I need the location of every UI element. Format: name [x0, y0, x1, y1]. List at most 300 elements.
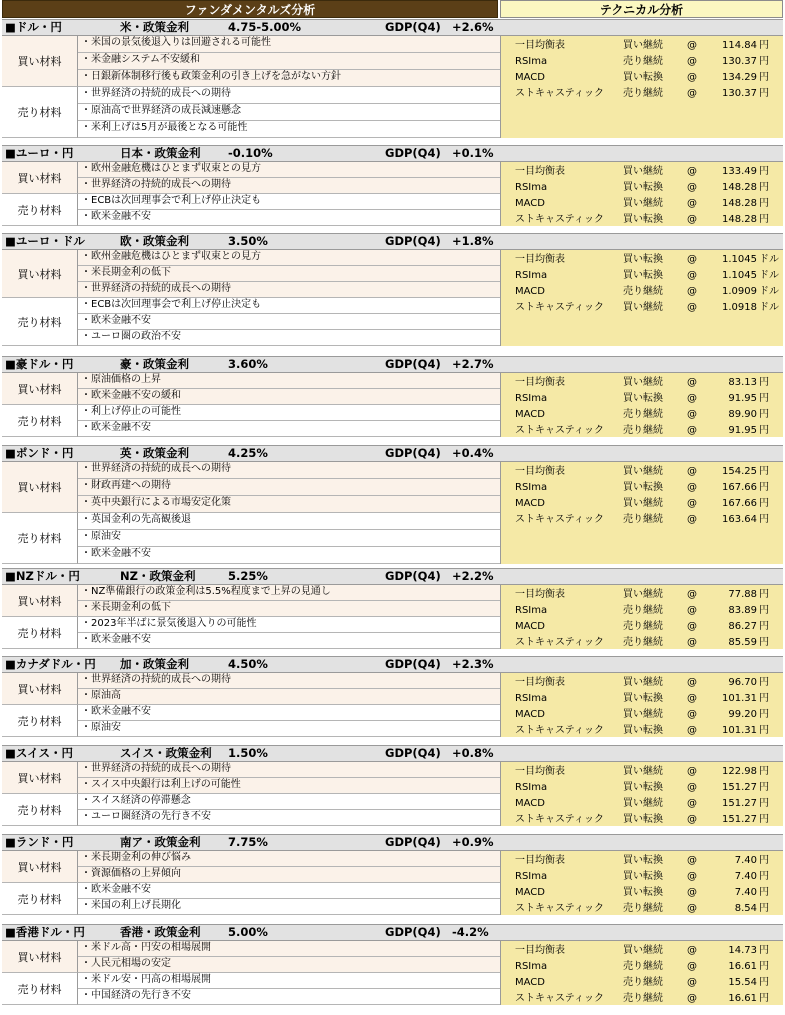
signal: 買い転換: [623, 814, 663, 825]
technical-row: [501, 812, 784, 828]
technical-panel: [500, 851, 783, 915]
sell-label: 売り材料: [2, 405, 78, 437]
at-sign: @: [687, 589, 697, 600]
price-value: 7.40: [734, 855, 757, 866]
price-value: 151.27: [722, 814, 757, 825]
block-header: [2, 924, 783, 941]
signal: 買い転換: [623, 871, 663, 882]
at-sign: @: [687, 466, 697, 477]
signal: 買い転換: [623, 693, 663, 704]
at-sign: @: [687, 903, 697, 914]
price-value: 83.13: [728, 377, 757, 388]
buy-factor-item: ・米金融システム不安緩和: [78, 53, 500, 70]
buy-factor-item: ・世界経済の持続的成長への期待: [78, 673, 500, 689]
gdp-value: +2.3%: [452, 657, 494, 671]
gdp-value: +0.4%: [452, 446, 494, 460]
signal: 売り継続: [623, 977, 663, 988]
buy-factor-item: ・世界経済の持続的成長への期待: [78, 178, 500, 194]
gdp-label: GDP(Q4): [385, 446, 441, 460]
policy-rate-label: 南ア・政策金利: [120, 835, 201, 849]
indicator-name: MACD: [515, 286, 545, 297]
price-value: 16.61: [728, 993, 757, 1004]
gdp-value: +1.8%: [452, 234, 494, 248]
price-unit: 円: [759, 514, 769, 525]
buy-label: 買い材料: [2, 162, 78, 194]
at-sign: @: [687, 254, 697, 265]
at-sign: @: [687, 393, 697, 404]
price-value: 148.28: [722, 182, 757, 193]
indicator-name: RSIma: [515, 182, 548, 193]
technical-header: テクニカル分析: [500, 0, 783, 18]
signal: 売り継続: [623, 409, 663, 420]
indicator-name: ストキャスティック: [515, 993, 604, 1004]
price-value: 167.66: [722, 482, 757, 493]
technical-row: [501, 796, 784, 812]
signal: 売り継続: [623, 88, 663, 99]
indicator-name: ストキャスティック: [515, 814, 604, 825]
indicator-name: RSIma: [515, 871, 548, 882]
indicator-name: ストキャスティック: [515, 725, 604, 736]
buy-factor-item: ・原油価格の上昇: [78, 373, 500, 389]
price-unit: 円: [759, 621, 769, 632]
policy-rate-value: -0.10%: [228, 146, 273, 160]
indicator-name: MACD: [515, 409, 545, 420]
technical-row: [501, 723, 784, 739]
price-unit: 円: [759, 677, 769, 688]
technical-row: [501, 480, 784, 496]
technical-row: [501, 901, 784, 917]
price-unit: 円: [759, 903, 769, 914]
sell-factor-item: ・欧米金融不安: [78, 421, 500, 437]
price-unit: 円: [759, 482, 769, 493]
technical-row: [501, 959, 784, 975]
price-value: 77.88: [728, 589, 757, 600]
buy-factor-item: ・欧州金融危機はひとまず収束との見方: [78, 162, 500, 178]
price-unit: 円: [759, 40, 769, 51]
block-header: [2, 145, 783, 162]
at-sign: @: [687, 198, 697, 209]
technical-row: [501, 853, 784, 869]
sell-factor-item: ・ECBは次回理事会で利上げ停止決定も: [78, 194, 500, 210]
sell-factor-item: ・中国経済の先行き不安: [78, 989, 500, 1005]
signal: 売り継続: [623, 425, 663, 436]
price-value: 148.28: [722, 214, 757, 225]
policy-rate-label: NZ・政策金利: [120, 569, 196, 583]
signal: 売り継続: [623, 621, 663, 632]
gdp-label: GDP(Q4): [385, 20, 441, 34]
price-unit: 円: [759, 466, 769, 477]
signal: 買い継続: [623, 766, 663, 777]
policy-rate-value: 7.75%: [228, 835, 268, 849]
signal: 買い継続: [623, 166, 663, 177]
price-unit: 円: [759, 166, 769, 177]
technical-row: [501, 707, 784, 723]
price-unit: 円: [759, 637, 769, 648]
signal: 買い継続: [623, 466, 663, 477]
buy-factor-item: ・日銀新体制移行後も政策金利の引き上げを急がない方針: [78, 70, 500, 87]
technical-row: [501, 464, 784, 480]
indicator-name: 一目均衡表: [515, 254, 565, 265]
price-unit: ドル: [759, 270, 779, 281]
at-sign: @: [687, 605, 697, 616]
gdp-value: -4.2%: [452, 925, 489, 939]
price-value: 101.31: [722, 693, 757, 704]
signal: 買い転換: [623, 855, 663, 866]
sell-label: 売り材料: [2, 973, 78, 1005]
buy-factor-item: ・欧米金融不安の緩和: [78, 389, 500, 405]
policy-rate-value: 4.25%: [228, 446, 268, 460]
price-value: 151.27: [722, 798, 757, 809]
gdp-label: GDP(Q4): [385, 835, 441, 849]
price-value: 7.40: [734, 871, 757, 882]
price-unit: 円: [759, 182, 769, 193]
price-unit: 円: [759, 709, 769, 720]
technical-row: [501, 869, 784, 885]
sell-factor-item: ・スイス経済の停滞懸念: [78, 794, 500, 810]
indicator-name: 一目均衡表: [515, 466, 565, 477]
pair-name: ■ランド・円: [5, 835, 74, 849]
technical-row: [501, 496, 784, 512]
price-unit: 円: [759, 198, 769, 209]
technical-row: [501, 284, 784, 300]
indicator-name: RSIma: [515, 605, 548, 616]
sell-factor-item: ・米国の利上げ長期化: [78, 899, 500, 915]
technical-row: [501, 780, 784, 796]
buy-factor-item: ・英中央銀行による市場安定化策: [78, 496, 500, 513]
signal: 買い転換: [623, 393, 663, 404]
sell-label: 売り材料: [2, 794, 78, 826]
price-unit: 円: [759, 766, 769, 777]
policy-rate-label: 英・政策金利: [120, 446, 189, 460]
signal: 買い転換: [623, 254, 663, 265]
sell-factor-item: ・欧米金融不安: [78, 314, 500, 330]
indicator-name: RSIma: [515, 56, 548, 67]
sell-factor-item: ・欧米金融不安: [78, 547, 500, 564]
price-value: 151.27: [722, 782, 757, 793]
pair-name: ■カナダドル・円: [5, 657, 96, 671]
policy-rate-label: 香港・政策金利: [120, 925, 201, 939]
at-sign: @: [687, 88, 697, 99]
at-sign: @: [687, 377, 697, 388]
price-value: 83.89: [728, 605, 757, 616]
indicator-name: 一目均衡表: [515, 166, 565, 177]
buy-factor-item: ・米長期金利の低下: [78, 601, 500, 617]
price-value: 1.1045: [722, 254, 757, 265]
technical-row: [501, 212, 784, 228]
price-value: 14.73: [728, 945, 757, 956]
signal: 買い継続: [623, 40, 663, 51]
technical-panel: [500, 673, 783, 737]
signal: 買い継続: [623, 498, 663, 509]
sell-factor-item: ・世界経済の持続的成長への期待: [78, 87, 500, 104]
price-value: 7.40: [734, 887, 757, 898]
at-sign: @: [687, 498, 697, 509]
technical-row: [501, 252, 784, 268]
indicator-name: ストキャスティック: [515, 302, 604, 313]
buy-label: 買い材料: [2, 250, 78, 298]
indicator-name: MACD: [515, 887, 545, 898]
price-value: 16.61: [728, 961, 757, 972]
sell-label: 売り材料: [2, 705, 78, 737]
price-unit: 円: [759, 605, 769, 616]
technical-row: [501, 196, 784, 212]
indicator-name: ストキャスティック: [515, 514, 604, 525]
indicator-name: 一目均衡表: [515, 766, 565, 777]
technical-row: [501, 885, 784, 901]
block-header: [2, 834, 783, 851]
buy-factor-item: ・財政再建への期待: [78, 479, 500, 496]
gdp-value: +0.8%: [452, 746, 494, 760]
sell-factor-item: ・ユーロ圏経済の先行き不安: [78, 810, 500, 826]
pair-name: ■ポンド・円: [5, 446, 74, 460]
gdp-label: GDP(Q4): [385, 657, 441, 671]
price-unit: 円: [759, 88, 769, 99]
indicator-name: RSIma: [515, 782, 548, 793]
price-unit: 円: [759, 393, 769, 404]
at-sign: @: [687, 409, 697, 420]
gdp-label: GDP(Q4): [385, 146, 441, 160]
pair-name: ■ユーロ・円: [5, 146, 74, 160]
technical-row: [501, 764, 784, 780]
technical-panel: [500, 585, 783, 649]
signal: 買い継続: [623, 198, 663, 209]
technical-row: [501, 675, 784, 691]
policy-rate-label: 加・政策金利: [120, 657, 189, 671]
policy-rate-value: 4.50%: [228, 657, 268, 671]
technical-row: [501, 375, 784, 391]
sell-label: 売り材料: [2, 617, 78, 649]
signal: 買い転換: [623, 214, 663, 225]
price-value: 130.37: [722, 88, 757, 99]
signal: 買い転換: [623, 887, 663, 898]
buy-factor-item: ・人民元相場の安定: [78, 957, 500, 973]
signal: 売り継続: [623, 286, 663, 297]
at-sign: @: [687, 482, 697, 493]
buy-factor-item: ・原油高: [78, 689, 500, 705]
fundamentals-header: ファンダメンタルズ分析: [2, 0, 498, 18]
technical-row: [501, 635, 784, 651]
at-sign: @: [687, 945, 697, 956]
price-value: 163.64: [722, 514, 757, 525]
at-sign: @: [687, 977, 697, 988]
signal: 買い継続: [623, 377, 663, 388]
buy-factor-item: ・米国の景気後退入りは回避される可能性: [78, 36, 500, 53]
buy-label: 買い材料: [2, 462, 78, 513]
technical-row: [501, 991, 784, 1007]
price-value: 1.1045: [722, 270, 757, 281]
at-sign: @: [687, 798, 697, 809]
price-unit: 円: [759, 961, 769, 972]
price-value: 114.84: [722, 40, 757, 51]
signal: 売り継続: [623, 605, 663, 616]
buy-label: 買い材料: [2, 36, 78, 87]
price-value: 86.27: [728, 621, 757, 632]
sell-factor-item: ・米ドル安・円高の相場展開: [78, 973, 500, 989]
signal: 買い継続: [623, 945, 663, 956]
indicator-name: RSIma: [515, 393, 548, 404]
signal: 売り継続: [623, 56, 663, 67]
sell-factor-item: ・米利上げは5月が最後となる可能性: [78, 121, 500, 138]
price-value: 85.59: [728, 637, 757, 648]
policy-rate-value: 3.60%: [228, 357, 268, 371]
gdp-value: +2.7%: [452, 357, 494, 371]
block-header: [2, 356, 783, 373]
at-sign: @: [687, 214, 697, 225]
indicator-name: MACD: [515, 709, 545, 720]
price-value: 99.20: [728, 709, 757, 720]
price-value: 96.70: [728, 677, 757, 688]
indicator-name: MACD: [515, 977, 545, 988]
buy-factor-item: ・世界経済の持続的成長への期待: [78, 462, 500, 479]
policy-rate-value: 1.50%: [228, 746, 268, 760]
price-unit: 円: [759, 72, 769, 83]
policy-rate-label: 日本・政策金利: [120, 146, 201, 160]
price-value: 89.90: [728, 409, 757, 420]
at-sign: @: [687, 961, 697, 972]
buy-label: 買い材料: [2, 373, 78, 405]
sell-label: 売り材料: [2, 513, 78, 564]
price-value: 1.0918: [722, 302, 757, 313]
block-header: [2, 656, 783, 673]
technical-row: [501, 268, 784, 284]
at-sign: @: [687, 621, 697, 632]
price-value: 134.29: [722, 72, 757, 83]
indicator-name: ストキャスティック: [515, 637, 604, 648]
price-unit: ドル: [759, 286, 779, 297]
indicator-name: RSIma: [515, 693, 548, 704]
gdp-label: GDP(Q4): [385, 357, 441, 371]
price-unit: 円: [759, 498, 769, 509]
sell-factor-item: ・欧米金融不安: [78, 210, 500, 226]
sell-factor-item: ・原油安: [78, 530, 500, 547]
gdp-label: GDP(Q4): [385, 234, 441, 248]
at-sign: @: [687, 814, 697, 825]
block-header: [2, 445, 783, 462]
at-sign: @: [687, 871, 697, 882]
buy-factor-item: ・米ドル高・円安の相場展開: [78, 941, 500, 957]
at-sign: @: [687, 166, 697, 177]
price-unit: 円: [759, 725, 769, 736]
technical-row: [501, 587, 784, 603]
technical-row: [501, 691, 784, 707]
at-sign: @: [687, 709, 697, 720]
at-sign: @: [687, 637, 697, 648]
signal: 売り継続: [623, 637, 663, 648]
price-unit: ドル: [759, 254, 779, 265]
buy-label: 買い材料: [2, 585, 78, 617]
price-unit: 円: [759, 425, 769, 436]
at-sign: @: [687, 693, 697, 704]
sell-label: 売り材料: [2, 883, 78, 915]
technical-row: [501, 391, 784, 407]
technical-panel: [500, 941, 783, 1005]
signal: 買い転換: [623, 72, 663, 83]
at-sign: @: [687, 514, 697, 525]
sell-factor-item: ・欧米金融不安: [78, 705, 500, 721]
policy-rate-label: 欧・政策金利: [120, 234, 189, 248]
buy-factor-item: ・米長期金利の伸び悩み: [78, 851, 500, 867]
indicator-name: MACD: [515, 198, 545, 209]
buy-factor-item: ・スイス中央銀行は利上げの可能性: [78, 778, 500, 794]
sell-factor-item: ・欧米金融不安: [78, 883, 500, 899]
signal: 買い継続: [623, 798, 663, 809]
pair-name: ■豪ドル・円: [5, 357, 74, 371]
technical-panel: [500, 373, 783, 437]
technical-row: [501, 423, 784, 439]
technical-panel: [500, 462, 783, 564]
price-unit: 円: [759, 993, 769, 1004]
technical-panel: [500, 36, 783, 138]
price-unit: 円: [759, 945, 769, 956]
price-unit: 円: [759, 782, 769, 793]
indicator-name: MACD: [515, 621, 545, 632]
technical-row: [501, 407, 784, 423]
buy-label: 買い材料: [2, 851, 78, 883]
signal: 買い転換: [623, 782, 663, 793]
price-value: 167.66: [722, 498, 757, 509]
price-value: 148.28: [722, 198, 757, 209]
price-value: 91.95: [728, 393, 757, 404]
indicator-name: 一目均衡表: [515, 40, 565, 51]
sell-factor-item: ・利上げ停止の可能性: [78, 405, 500, 421]
signal: 買い継続: [623, 677, 663, 688]
technical-row: [501, 180, 784, 196]
policy-rate-value: 4.75-5.00%: [228, 20, 302, 34]
price-unit: 円: [759, 798, 769, 809]
technical-row: [501, 38, 784, 54]
gdp-value: +0.9%: [452, 835, 494, 849]
indicator-name: RSIma: [515, 961, 548, 972]
gdp-value: +0.1%: [452, 146, 494, 160]
gdp-label: GDP(Q4): [385, 569, 441, 583]
buy-factor-item: ・世界経済の持続的成長への期待: [78, 762, 500, 778]
price-value: 91.95: [728, 425, 757, 436]
price-value: 8.54: [734, 903, 757, 914]
at-sign: @: [687, 855, 697, 866]
sell-label: 売り材料: [2, 194, 78, 226]
indicator-name: MACD: [515, 798, 545, 809]
price-value: 122.98: [722, 766, 757, 777]
price-unit: 円: [759, 693, 769, 704]
policy-rate-label: スイス・政策金利: [120, 746, 212, 760]
at-sign: @: [687, 887, 697, 898]
signal: 買い継続: [623, 302, 663, 313]
signal: 買い転換: [623, 725, 663, 736]
buy-label: 買い材料: [2, 673, 78, 705]
at-sign: @: [687, 286, 697, 297]
indicator-name: ストキャスティック: [515, 425, 604, 436]
price-unit: 円: [759, 977, 769, 988]
indicator-name: ストキャスティック: [515, 903, 604, 914]
buy-factor-item: ・欧州金融危機はひとまず収束との見方: [78, 250, 500, 266]
technical-row: [501, 619, 784, 635]
buy-factor-item: ・米長期金利の低下: [78, 266, 500, 282]
technical-panel: [500, 762, 783, 826]
technical-panel: [500, 250, 783, 346]
at-sign: @: [687, 425, 697, 436]
at-sign: @: [687, 182, 697, 193]
price-unit: 円: [759, 871, 769, 882]
signal: 買い転換: [623, 482, 663, 493]
sell-label: 売り材料: [2, 298, 78, 346]
pair-name: ■香港ドル・円: [5, 925, 85, 939]
price-unit: 円: [759, 214, 769, 225]
price-value: 101.31: [722, 725, 757, 736]
indicator-name: MACD: [515, 72, 545, 83]
price-value: 154.25: [722, 466, 757, 477]
indicator-name: 一目均衡表: [515, 589, 565, 600]
pair-name: ■ドル・円: [5, 20, 62, 34]
